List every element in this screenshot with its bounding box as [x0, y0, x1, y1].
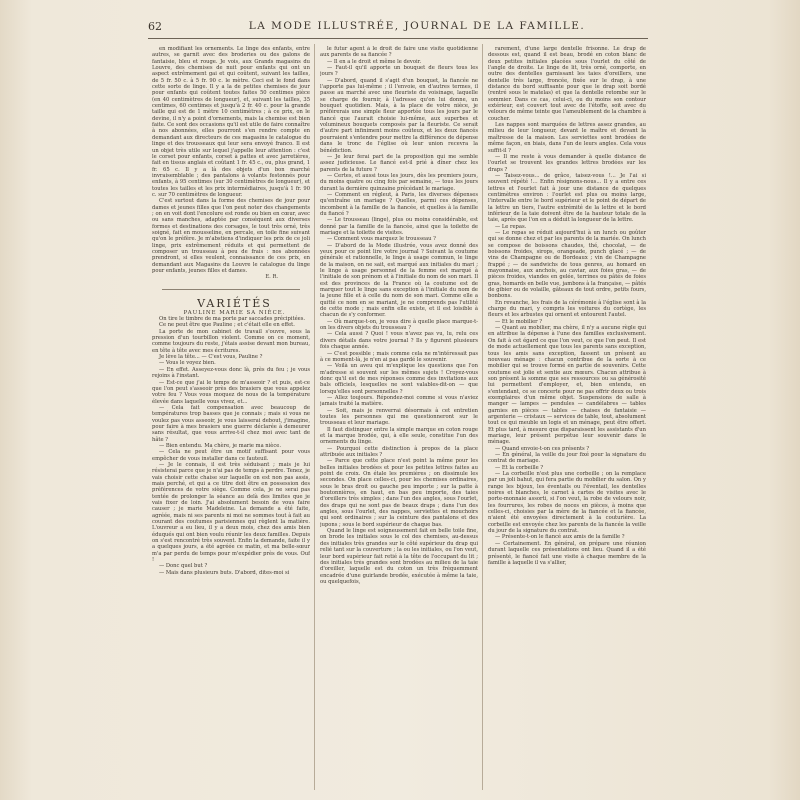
paragraph: — Le trousseau (linge), plus ou moins considérable, est donné par la famille de la fiancée, ainsi que la toilette de mariage et la toilette de visites. [320, 217, 478, 236]
paragraph: — Le repas se réduit aujourd'hui à un lunch ou goûter qui se donne chez et par les parents de la mariée. On lunch se compose de boissons chaudes, thé, chocolat, — de boissons froides, sirops, orangeade, punch glacé ; — de vins de Champagne ou de Bordeaux ; vin de Champagne frappé ; — de sandwichs de tous genres, au homard en mayonnaise, aux anchois, au caviar, aux foies gras, — de pièces froides, viandes en gelée, terrines ou pâtés de foies gras, homards en belle vue, jambons à la française, — pâtés de gibier ou de volaille, gâteaux de tout ordre, petits fours, bonbons. [488, 229, 646, 300]
paragraph: La porte de mon cabinet de travail s'ouvre, sous la pression d'un tourbillon violent. Comme on ce moment, comme toujours du reste, j'étais assise devant mon bureau, en tête à tête avec mes écritures. [152, 328, 310, 354]
section-title: VARIÉTÉS [197, 296, 272, 310]
paragraph: — Parce que cette place n'est point la même pour les belles initiales brodées et pour les petites lettres faites au point de croix. On étale les premières ; on dissimule les secondes. On place celles-ci, pour les chemises ordinaires, sous le bras droit ou gauche peu importe ; sur la patte à boutonnières, en haut, en bas peu importe, des taies d'oreillers très simples ; dans l'un des angles, sous l'ourlet, des draps qui ne sont pas de beaux draps ; dans l'un des angles, sous l'ourlet, des nappes, serviettes et mouchoirs qui sont ordinaires ; sur la ceinture des pantalons et des jupons ; sous le bord supérieur de chaque bas. [320, 458, 478, 528]
paragraph: le futur agent à le droit de faire une visite quotidienne aux parents de sa fiancée ? [320, 46, 478, 59]
paragraph: — Comment vous marquez le trousseau ? [327, 236, 436, 243]
page-header [148, 20, 648, 36]
paragraph: — C'est possible ; mais comme cela ne m'intéressait pas à ce moment-là, je n'en ai pas gardé le souvenir. [320, 350, 478, 363]
paragraph: — Faut-il qu'il apporte un bouquet de fleurs tous les jours ? [320, 65, 478, 78]
paragraph: Quand le linge est soigneusement fait en belle toile fine, on brode les initiales sous le col des chemises, au-dessus des initiales très grandes sur le côté supérieur du drap qui relié tant sur la couverture ; la ou les initiales, ou l'on veut, leur bord supérieur fait retié à la tête de l'occupant du lit ; des initiales très grandes sont brodées au milieu de la taie d'oreiller, laquelle est du coton un très fréquemment encadrée d'une guirlande brodée, exécutée à même la taie, ou quelquefois, [320, 528, 478, 585]
paragraph: — Taisez-vous... de grâce, taisez-vous !... Je l'ai si souvent répété !... Enfin résignons-nous... Il y a entre ces lettres et l'ourlet fait à jour une distance de quelques centimètres environ : l'ourlet est plus ou moins large, l'intervalle entre le bord supérieur et le point de départ de la lettre un tiers, l'autre extrémité de la lettre et le bord inférieur de la taie doivent être de la hauteur totale de la taie, après que l'on en a déduit la longueur de la lettre. [488, 172, 646, 224]
paragraph: — Cela fait compensation avec beaucoup de températures trop basses que je connais ; mais si vous ne voulez pas vous asseoir, je vous laisserai debout, j'imagine, pour faire à mes brasiers une guerre déclarée à demeurer sans résultat, que vous arrive-t-il chez moi avec tant de hâte ? [152, 404, 310, 443]
paragraph: — Mais dans plusieurs buts. D'abord, dites-moi si [159, 569, 290, 576]
paragraph: Ce ne peut être que Pauline ; et c'était elle en effet. [159, 322, 295, 329]
text-column-middle [320, 46, 478, 790]
paragraph: — En général, la veille du jour fixé pour la signature du contrat de mariage. [488, 452, 646, 465]
column-divider [314, 44, 315, 790]
paragraph: — Et le mobilier ? [495, 318, 543, 325]
paragraph: — Je leur ferai part de la proposition qui me semble assez judicieuse. Le fiancé est-il prié à dîner chez les parents de la future ? [320, 153, 478, 173]
paragraph: C'est surtout dans la forme des chemises de jour pour dames et jeunes filles que l'on peut noter des changements ; on en voit dont l'encolure est ronde ou bien en cœur, avec ou sans manches, adaptée par conséquent aux diverses formes et destinations des corsages, le tout très orné, très soigné, fait en mousseline, en percale, en toile fine suivant qu'on le préfère. Je m'abstiens d'indiquer les prix de ce joli linge, prix extrêmement réduits et qui permettent de composer un trousseau à peu de frais : nos abonnées prendront, si elles veulent, connaissance de ces prix, en demandant aux Magasins du Louvre le catalogue du linge pour enfants, jeunes filles et dames. [152, 198, 310, 275]
paragraph: — Voilà un aveu qui m'explique les questions que l'on m'adresse si souvent sur les mêmes sujets ! Croyez-vous donc qu'il est de mes réponses comme des invitations aux bals officiels, lesquelles ne sont valables-dit-on — que lorsqu'elles sont personnelles ? [320, 363, 478, 395]
paragraph: — En effet. Asseyez-vous donc là, près du feu ; je vous rejoins à l'instant. [152, 366, 310, 380]
paragraph: rarement, d'une large dentelle frisonne. Le drap de dessous est, quand il est beau, brodé en coton blanc de deux petites initiales placées sous l'ourlet du côté de l'angle de droite. Le linge de lit, très orné, comporte, en outre des dentelles garnissant les taies d'oreillers, une dentelle très large, froncée, fixée sur le drap, à une distance du bord suffisante pour que le drap soit bordé (rentré sous le matelas) et que la dentelle retombe sur le sommier. Dans ce cas, celui-ci, ou du moins son contour extérieur, est couvert tout avec de l'étoffe, soit avec du velours de même teinte que l'ameublement de la chambre à coucher. [488, 46, 646, 122]
paragraph: en modifiant les ornements. Le linge des enfants, entre autres, se garnit avec des broderies ou des galons de fantaisie, bleu et rouge. Je vois, aux Grands magasins du Louvre, des chemises de nuit pour enfants qui ont un aspect extrêmement gai et qui coûtent, suivant les tailles, de 5 fr. 50 c. à 5 fr. 90 c. le mètre. Ceci est le fond dans cette sorte de linge. Il y a la de petites chemises de jour pour enfants qui coûtent toutes faites 50 centimes pièce (en 40 centimètres de longueur), et, suivant les tailles, 35 centimes, 60 centimes et jusqu'à 2 fr. 40 c. pour la grande taille qui est de 1 mètre 10 centimètres ; à ce prix, on le devine, il n'y a point d'ornements, mais la chemise est bien faite. Ce sont des occasions qu'il est utile de faire connaître à nos abonnées, elles pourront s'en rendre compte en demandant aux directeurs de ces magasins le catalogue du linge et des trousseaux qui leur sera envoyé franco. Il est un objet très utile sur lequel j'appelle leur attention : c'est le corset pour enfants, corset à pattes et avec jarretières, fait en tissus anglais et coûtant 1 fr. 45 c., ou, plus grand, 1 fr. 65 c. Il y a là des objets d'un bon marché invraisemblable ; des pantalons à volants festonnés pour enfants, à 95 centimes (sur 30 centimètres de longueur), et toutes les tailles et les prix intermédiaires, jusqu'à 1 fr. 90 c. sur 70 centimètres de longueur. [152, 46, 310, 198]
paragraph: — Vous le voyez bien. [159, 360, 216, 367]
paragraph: Je lève la tête... — C'est vous, Pauline ? [159, 354, 263, 361]
paragraph: — D'abord de la Mode illustrée, vous avez donné des yeux pour ce point lire votre journal ? Suivant la coutume générale et rationnelle, le linge à usage commun, le linge de la maison, on ne sait, est marqué aux initiales du mari ; le linge à usage personnel de la femme est marqué à l'initiale de son prénom et à l'initiale du nom de son mari. Il est des provinces de la France où la coutume est de marquer tout le linge sans exception à l'initiale du nom de la jeune fille et à celle du nom de son mari. Comme elle a quitté ce nom en se mariant, je ne comprends pas l'utilité de cette mode ; mais enfin elle existe, et il est loisible à chacun de s'y conformer. [320, 242, 478, 319]
column-divider [482, 44, 483, 790]
paragraph: — Cela ne peut être un motif suffisant pour vous empêcher de vous installer dans ce fauteuil. [152, 449, 310, 462]
author-signature: E. R. [265, 274, 278, 281]
paragraph: — Et la corbeille ? [495, 464, 544, 471]
paragraph: — Le repas. [495, 223, 527, 230]
section-divider [162, 289, 300, 290]
paragraph: — Donc quel but ? [159, 563, 208, 570]
paragraph: — Quant au mobilier, ma chère, il n'y a aucune règle qui en attribue la dépense à l'une des familles exclusivement. On fait à cet égard ce que l'on veut, ce que l'on peut. Il est de mode actuellement que tous les parents sans exception, tous les amis sans exception, fassent un présent au nouveau ménage : chacun contribue de la sorte à ce mobilier qui se trouve formé en partie de souvenirs. Cette coutume est jolie et sentie aux mœurs. Chacun attribue à son présent la somme que ses ressources ou sa générosité lui permettent d'employer, et, bien entendu, en s'entendant, ce se concerte pour ne pas offrir deux ou trois exemplaires d'un même objet. Suspensions de salle à manger — lampes — pendules — candélabres — tables garnies en pièces — tables — chaises de fantaisie — argenterie — cristaux — services de table, tout, absolument tout ce qui meuble un logis et un ménage, peut être offert. Et plus tard, à mesure que disparaissent les assistants d'un mariage, leur présent perpétue leur souvenir dans le ménage. [488, 325, 646, 446]
paragraph: — Certes, et aussi tous les jours, dès les premiers jours, du moins quatre ou cinq fois par semaine, — tous les jours durant la dernière quinzaine précédant le mariage. [320, 172, 478, 192]
paragraph: — Quand envoie-t-on ces présents ? [495, 445, 590, 452]
header-rule [148, 38, 648, 39]
paragraph: — D'abord, quand il s'agit d'un bouquet, la fiancée ne l'apporte pas lui-même ; il l'envoie, en d'autres termes, il passe au marché avec une fleuriste du voisinage, laquelle se charge de fournir, à l'adresse qu'on lui donne, un bouquet quotidien. Mais, à la place de votre nièce, je préférerais une simple fleur apportée tous les jours par le fiancé que l'aurait choisie lui-même, aux superbes et volumineux bouquets composés par la fleuriste. Ce serait d'autre part infiniment moins coûteux, et les deux fiancés pourraient s'entendre pour mettre la différence de dépense dans le tronc de l'église où leur union recevra la bénédiction. [320, 77, 478, 154]
paragraph: En revanche, les frais de la cérémonie à l'église sont à la charge du mari, y compris les voitures du cortège, les fleurs et les arbustes qui ornent et entourent l'autel. [488, 299, 646, 319]
text-column-right [488, 46, 646, 790]
paragraph: — Je le connais, il est très séduisant ; mais je lui résisterai parce que je n'ai pas de temps à perdre. Tenez, je vais choisir cette chaise sur laquelle on est non pas assis, mais perché, et qui a ce titre doit être en possession des préférences de votre siège. Comme cela, je ne serai pas tentée de prolonger la séance au delà des limites que je vais fixer de loin. J'ai absolument besoin de vous faire causer ; je marie Madeleine. La demande a été faite, agréée, mais ni ses parents ni moi ne sommes tout à fait au courant des coutumes parisiennes qui règlent la matière. L'ouvreur a eu lieu, il y a deux mois, chez des amis bien éduqués qui ont bien voulu réunir les deux familles. Depuis on s'est rencontré très souvent. Enfin la demande, faite il y a quelques jours, a été agréée ce matin, et ma belle-sœur m'a par perdu de temps pour m'expédier près de vous. Ouf ! [152, 461, 310, 564]
paragraph: — Allez toujours. Répondez-moi comme si vous n'aviez jamais traité la matière. [320, 394, 478, 408]
paragraph: — Cela aussi ? Quoi ! vous n'avez pas vu, lu, relu ces divers détails dans votre journal ? Ils y figurent plusieurs fois chaque année. [320, 331, 478, 351]
paragraph: On tire le timbre de ma porte par saccades précipitées. [159, 316, 306, 323]
paragraph: — Présente-t-on le fiancé aux amis de la famille ? [495, 534, 625, 541]
paragraph: — Comment en régleut, à Paris, les diverses dépenses qu'entraîne un mariage ? Quelles, parmi ces dépenses, incombent à la famille de la fiancée, et quelles à la famille du fiancé ? [320, 191, 478, 217]
story-title: PAULINE MARIE SA NIÈCE. [183, 309, 286, 316]
paragraph: — Soit, mais je renverrai désormais à cet entretien toutes les personnes qui me questionneront sur le trousseau et leur mariage. [320, 407, 478, 427]
text-column-left [152, 46, 310, 790]
paragraph: Il faut distinguer entre la simple marque en coton rouge et la marque brodée, qui, à elle seule, constitue l'un des ornements du linge. [320, 426, 478, 446]
paragraph: — Bien entendu. Ma chère, je marie ma nièce. [159, 442, 282, 449]
paragraph: — Certainement. En général, on prépare une réunion durant laquelle ces présentations ont lieu. Quand il a été présenté, le fiancé fait une visite à chaque membre de la famille à laquelle il va s'allier, [488, 540, 646, 566]
page-number: 62 [148, 20, 162, 33]
paragraph: — Il en a le droit et même le devoir. [327, 58, 422, 65]
paragraph: — Où marque-t-on, je vous dire à quelle place marque-t-on les divers objets du trousseau ? [320, 318, 478, 332]
paragraph: — La corbeille n'est plus une corbeille ; on la remplace par un joli bahut, qui fera partie du mobilier du salon. On y range les bijoux, les éventails ou l'éventail, les dentelles noires et blanches, le carnet à cartes de visites avec le porte-monnaie assorti, si l'on veut, la robe de velours noir, les fourrures, les robes de noces en pièces, à moins que celles-ci, choisies par la mère de la fiancée et la fiancée, n'aient été envoyées directement à la couturière. La corbeille est envoyée chez les parents de la fiancée la veille du jour de la signature du contrat. [488, 471, 646, 535]
paragraph: — Il me reste à vous demander à quelle distance de l'ourlet se trouvent les grandes lettres brodées sur les draps ? [488, 153, 646, 173]
paragraph: — Pourquoi cette distinction à propos de la place attribuée aux initiales ? [320, 445, 478, 458]
paragraph: — Est-ce que j'ai le temps de m'asseoir ? et puis, est-ce que l'on peut s'asseoir près des brasiers que vous appelez votre feu ? Vous vous moquez de nous de la température élevée dans laquelle vous vivez, et... [152, 379, 310, 405]
running-title: LA MODE ILLUSTRÉE, JOURNAL DE LA FAMILLE. [248, 20, 586, 32]
paragraph: Les nappes sont marquées de lettres assez grandes, au milieu de leur longueur, devant le maître et devant la maîtresse de la maison. Les serviettes sont brodées de même façon, en biais, dans l'un de leurs angles. Cela vous suffit-il ? [488, 122, 646, 154]
